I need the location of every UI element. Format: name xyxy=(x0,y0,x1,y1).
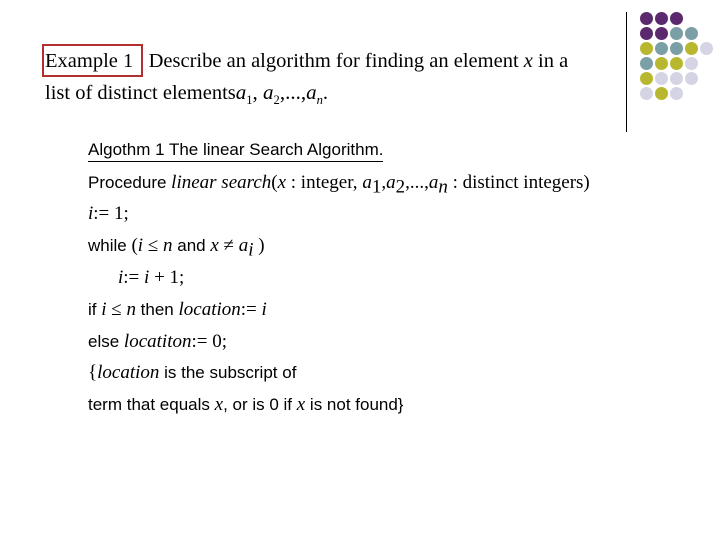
comment-line-1: {location is the subscript of xyxy=(88,362,297,383)
decor-dot xyxy=(685,42,698,55)
decor-dot xyxy=(655,57,668,70)
decor-dot xyxy=(640,12,653,25)
decor-dot xyxy=(670,42,683,55)
if-line: if i ≤ n then location:= i xyxy=(88,299,267,320)
problem-text-end: in a xyxy=(532,50,569,72)
algorithm-title: Algothm 1 The linear Search Algorithm. xyxy=(88,140,402,160)
problem-statement-line1 xyxy=(45,47,568,75)
decor-dot xyxy=(640,87,653,100)
decor-dot xyxy=(700,42,713,55)
while-line: while (i ≤ n and $x \ne a_i$ ) xyxy=(88,235,265,261)
problem-text-line2: list of distinct elements xyxy=(45,82,236,104)
decor-dot xyxy=(655,72,668,85)
decor-dot xyxy=(655,12,668,25)
decor-dot xyxy=(640,57,653,70)
decor-dot xyxy=(640,42,653,55)
decor-dot xyxy=(670,72,683,85)
decor-dot xyxy=(640,72,653,85)
decor-dot xyxy=(670,27,683,40)
decor-dot xyxy=(640,27,653,40)
else-line: else locatiton:= 0; xyxy=(88,331,228,352)
period: . xyxy=(322,82,329,104)
increment-line: i:= i + 1; xyxy=(118,267,185,288)
problem-statement-line2 xyxy=(45,78,328,114)
decor-dot xyxy=(655,27,668,40)
problem-text: Describe an algorithm for finding an element xyxy=(148,50,524,72)
init-line: i:= 1; xyxy=(88,203,129,224)
sequence: $a_1$, $a_2,...,a_n$ xyxy=(235,80,323,108)
decor-dot xyxy=(655,87,668,100)
comment-line-2: term that equals x, or is 0 if x is not found} xyxy=(88,394,404,415)
var-x: x xyxy=(523,50,533,72)
decor-dot xyxy=(655,42,668,55)
decor-vertical-rule xyxy=(626,12,627,132)
procedure-line: Procedure linear search(x : integer, $a_1,a_2,...,a_n$ : distinct integers) xyxy=(88,172,590,198)
decor-dot xyxy=(670,87,683,100)
decor-dot xyxy=(670,12,683,25)
decor-dot xyxy=(685,57,698,70)
decor-dot xyxy=(670,57,683,70)
decor-dot xyxy=(685,27,698,40)
decor-dot xyxy=(685,72,698,85)
example-label: Example 1 xyxy=(45,50,134,72)
